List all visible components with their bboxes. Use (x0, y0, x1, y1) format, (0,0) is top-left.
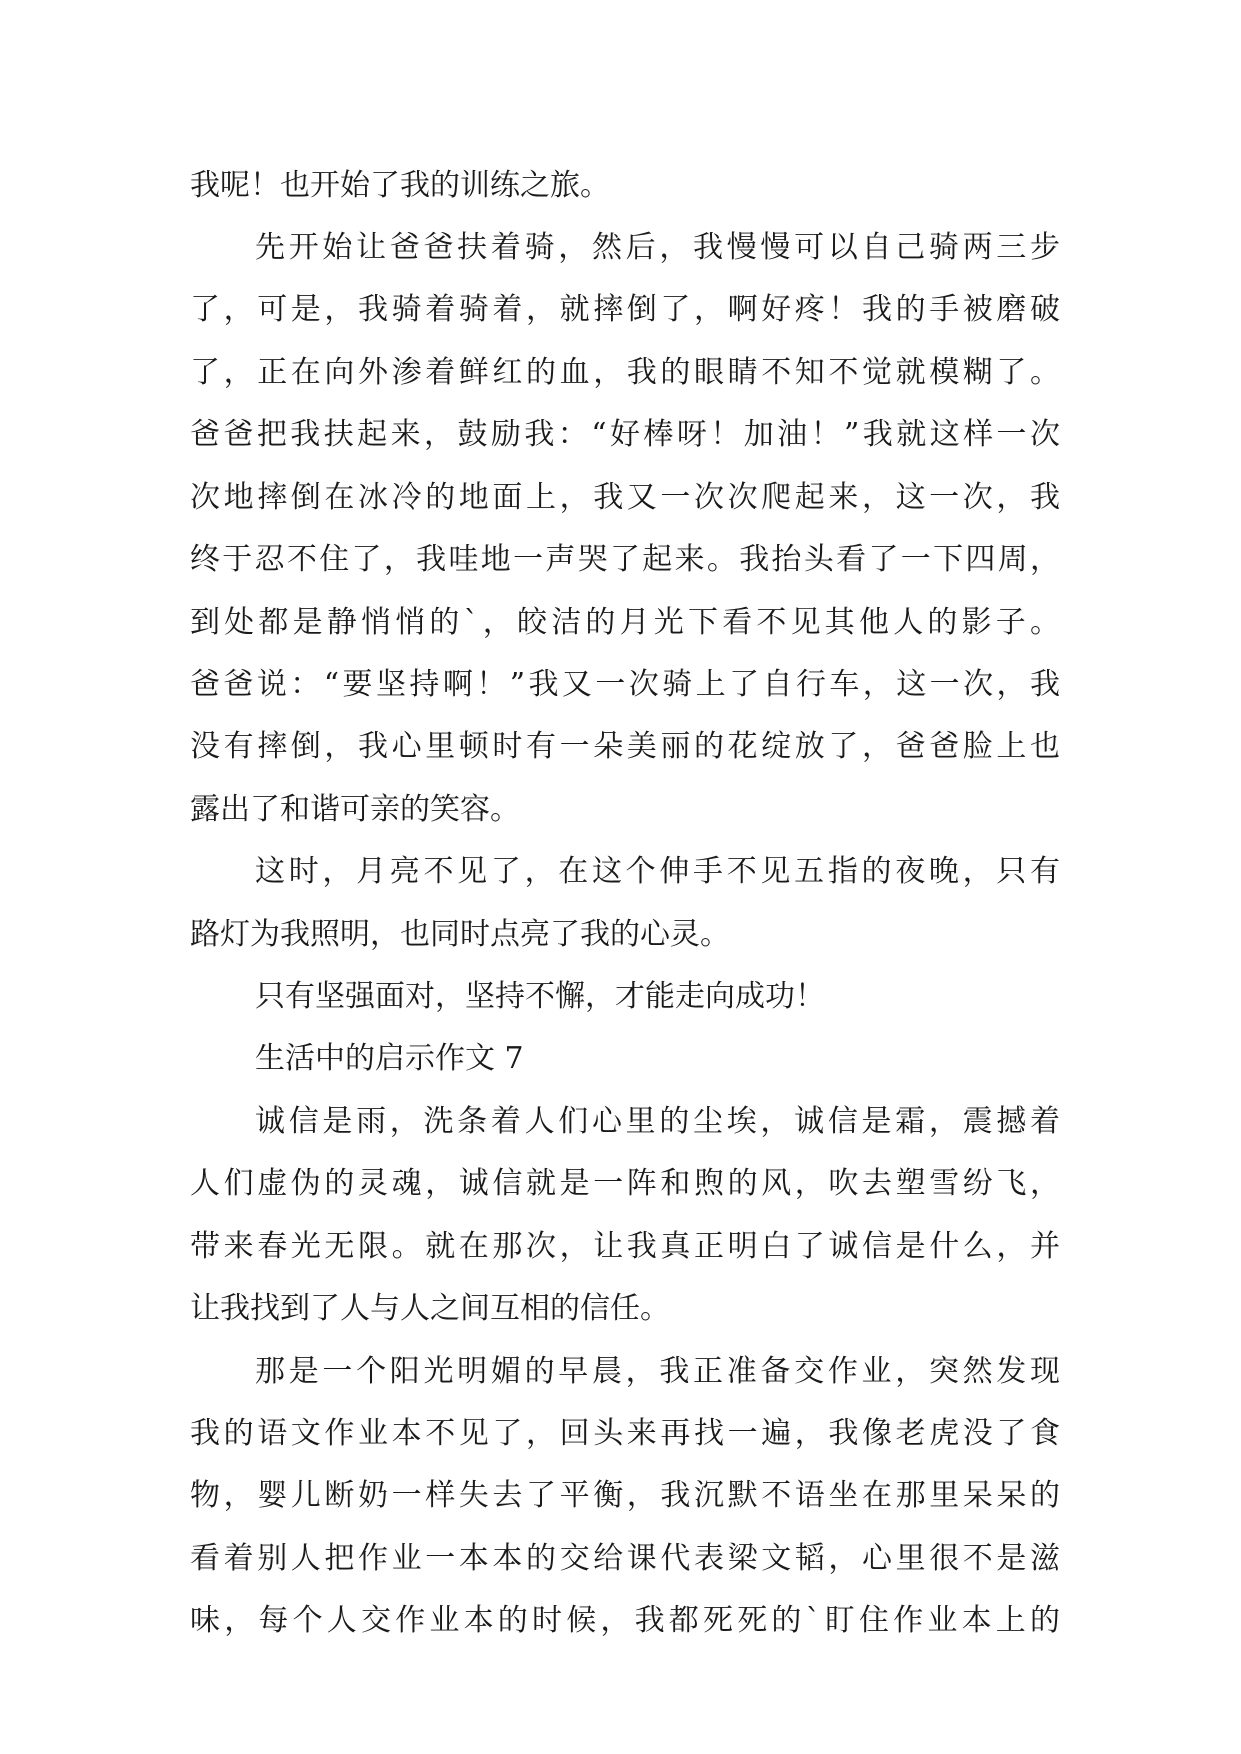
text-line: 终于忍不住了，我哇地一声哭了起来。我抬头看了一下四周， (190, 542, 1060, 577)
text-line: 到处都是静悄悄的`，皎洁的月光下看不见其他人的影子。 (190, 605, 1060, 640)
text-line: 味，每个人交作业本的时候，我都死死的`盯住作业本上的 (190, 1603, 1060, 1638)
text-line: 带来春光无限。就在那次，让我真正明白了诚信是什么，并 (190, 1229, 1060, 1264)
text-line: 没有摔倒，我心里顿时有一朵美丽的花绽放了，爸爸脸上也 (190, 729, 1060, 764)
text-line: 了，正在向外渗着鲜红的血，我的眼睛不知不觉就模糊了。 (190, 355, 1060, 390)
text-line: 诚信是雨，洗条着人们心里的尘埃，诚信是霜，震撼着 (255, 1104, 1060, 1139)
text-line: 只有坚强面对，坚持不懈，才能走向成功！ (255, 979, 825, 1014)
text-line: 这时，月亮不见了，在这个伸手不见五指的夜晚，只有 (255, 854, 1060, 889)
section-heading: 生活中的启示作文 7 (255, 1041, 524, 1076)
text-line: 看着别人把作业一本本的交给课代表梁文韬，心里很不是滋 (190, 1541, 1060, 1576)
text-line: 那是一个阳光明媚的早晨，我正准备交作业，突然发现 (255, 1354, 1060, 1389)
text-line: 人们虚伪的灵魂，诚信就是一阵和煦的风，吹去塑雪纷飞， (190, 1166, 1060, 1201)
text-line: 先开始让爸爸扶着骑，然后，我慢慢可以自己骑两三步 (255, 230, 1060, 265)
text-line: 物，婴儿断奶一样失去了平衡，我沉默不语坐在那里呆呆的 (190, 1478, 1060, 1513)
text-line: 路灯为我照明，也同时点亮了我的心灵。 (190, 917, 730, 952)
text-line: 露出了和谐可亲的笑容。 (190, 792, 520, 827)
text-line: 了，可是，我骑着骑着，就摔倒了，啊好疼！我的手被磨破 (190, 292, 1060, 327)
text-line: 爸爸说：“要坚持啊！”我又一次骑上了自行车，这一次，我 (190, 667, 1060, 702)
text-line: 我呢！也开始了我的训练之旅。 (190, 168, 610, 203)
text-line: 我的语文作业本不见了，回头来再找一遍，我像老虎没了食 (190, 1416, 1060, 1451)
text-line: 爸爸把我扶起来，鼓励我：“好棒呀！加油！”我就这样一次 (190, 417, 1060, 452)
text-line: 让我找到了人与人之间互相的信任。 (190, 1291, 670, 1326)
text-line: 次地摔倒在冰冷的地面上，我又一次次爬起来，这一次，我 (190, 480, 1060, 515)
